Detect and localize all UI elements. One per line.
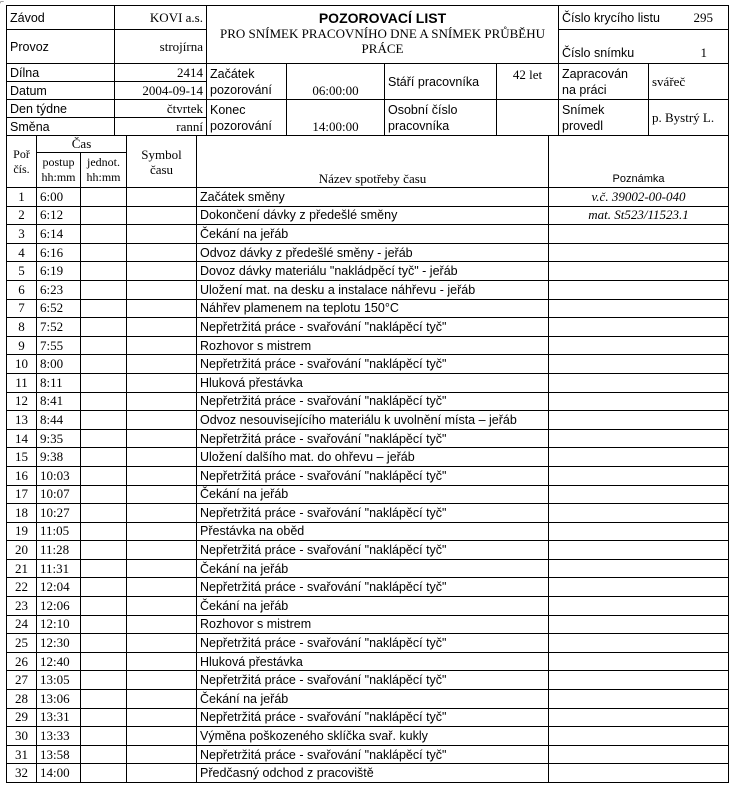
- table-row: [7, 652, 729, 671]
- zacatek-value: 06:00:00: [287, 64, 385, 100]
- table-row: [7, 225, 729, 244]
- row-time: 13:06: [37, 690, 81, 709]
- row-unit-time: [81, 188, 127, 207]
- row-note: [549, 504, 729, 523]
- row-symbol: [127, 541, 197, 560]
- corner-marker: ⌐: [0, 0, 4, 6]
- row-description: Čekání na jeřáb: [197, 485, 549, 504]
- table-row: [7, 411, 729, 430]
- row-description: Uložení mat. na desku a instalace náhřevu - jeřáb: [197, 280, 549, 299]
- table-row: [7, 299, 729, 318]
- table-row: [7, 243, 729, 262]
- zapracovan-value: svářeč: [649, 64, 729, 100]
- row-time: 11:05: [37, 522, 81, 541]
- dilna-label: Dílna: [7, 64, 115, 82]
- row-unit-time: [81, 206, 127, 225]
- table-row: [7, 764, 729, 783]
- table-row: [7, 188, 729, 207]
- table-row: [7, 745, 729, 764]
- row-time: 6:14: [37, 225, 81, 244]
- row-symbol: [127, 411, 197, 430]
- row-number: 22: [7, 578, 37, 597]
- dilna-value: 2414: [115, 64, 207, 82]
- row-number: 1: [7, 188, 37, 207]
- row-unit-time: [81, 745, 127, 764]
- row-description: Hluková přestávka: [197, 652, 549, 671]
- row-description: Nepřetržitá práce - svařování "naklápěcí tyč": [197, 541, 549, 560]
- row-description: Nepřetržitá práce - svařování "naklápěcí tyč": [197, 578, 549, 597]
- row-note: [549, 578, 729, 597]
- records-table: [6, 135, 729, 783]
- row-note: [549, 411, 729, 430]
- row-time: 6:12: [37, 206, 81, 225]
- row-time: 10:07: [37, 485, 81, 504]
- row-symbol: [127, 448, 197, 467]
- row-description: Čekání na jeřáb: [197, 690, 549, 709]
- row-symbol: [127, 559, 197, 578]
- zavod-value: KOVI a.s.: [115, 6, 207, 30]
- table-row: [7, 634, 729, 653]
- row-note: [549, 727, 729, 746]
- row-note: [549, 243, 729, 262]
- row-time: 7:55: [37, 336, 81, 355]
- row-note: [549, 466, 729, 485]
- row-time: 13:31: [37, 708, 81, 727]
- table-row: [7, 280, 729, 299]
- row-unit-time: [81, 318, 127, 337]
- row-description: Náhřev plamenem na teplotu 150°C: [197, 299, 549, 318]
- row-time: 11:31: [37, 559, 81, 578]
- datum-value: 2004-09-14: [115, 82, 207, 100]
- row-symbol: [127, 634, 197, 653]
- table-row: [7, 615, 729, 634]
- observation-sheet: [6, 5, 728, 800]
- row-number: 6: [7, 280, 37, 299]
- row-unit-time: [81, 392, 127, 411]
- header-table: [6, 5, 729, 64]
- table-row: [7, 559, 729, 578]
- table-row: [7, 690, 729, 709]
- row-number: 20: [7, 541, 37, 560]
- row-time: 9:38: [37, 448, 81, 467]
- row-time: 13:33: [37, 727, 81, 746]
- table-row: [7, 504, 729, 523]
- row-number: 17: [7, 485, 37, 504]
- row-description: Odvoz nesouvisejícího materiálu k uvolnění místa – jeřáb: [197, 411, 549, 430]
- row-note: [549, 318, 729, 337]
- row-symbol: [127, 280, 197, 299]
- row-symbol: [127, 745, 197, 764]
- col-nazev-header: Název spotřeby času: [197, 171, 549, 188]
- row-time: 8:41: [37, 392, 81, 411]
- row-description: Začátek směny: [197, 188, 549, 207]
- row-symbol: [127, 522, 197, 541]
- row-symbol: [127, 615, 197, 634]
- row-symbol: [127, 578, 197, 597]
- row-note: [549, 541, 729, 560]
- header-blank-right-2: [549, 153, 729, 171]
- row-description: Čekání na jeřáb: [197, 225, 549, 244]
- col-cas-header: Čas: [37, 136, 127, 153]
- row-unit-time: [81, 690, 127, 709]
- row-symbol: [127, 429, 197, 448]
- row-note: [549, 634, 729, 653]
- row-number: 21: [7, 559, 37, 578]
- row-symbol: [127, 764, 197, 783]
- row-time: 14:00: [37, 764, 81, 783]
- records-body: [7, 188, 729, 783]
- header-blank-right: [549, 136, 729, 153]
- row-number: 28: [7, 690, 37, 709]
- row-time: 9:35: [37, 429, 81, 448]
- row-description: Přestávka na oběd: [197, 522, 549, 541]
- row-symbol: [127, 671, 197, 690]
- row-note: [549, 429, 729, 448]
- row-number: 13: [7, 411, 37, 430]
- smena-value: ranní: [115, 118, 207, 136]
- stari-value: 42 let: [497, 64, 559, 100]
- row-description: Čekání na jeřáb: [197, 559, 549, 578]
- row-symbol: [127, 690, 197, 709]
- row-symbol: [127, 466, 197, 485]
- row-unit-time: [81, 448, 127, 467]
- row-note: [549, 225, 729, 244]
- row-unit-time: [81, 559, 127, 578]
- row-description: Nepřetržitá práce - svařování "naklápěcí tyč": [197, 392, 549, 411]
- row-number: 10: [7, 355, 37, 374]
- row-description: Nepřetržitá práce - svařování "naklápěcí tyč": [197, 745, 549, 764]
- row-symbol: [127, 485, 197, 504]
- row-description: Nepřetržitá práce - svařování "naklápěcí tyč": [197, 708, 549, 727]
- row-unit-time: [81, 727, 127, 746]
- row-number: 18: [7, 504, 37, 523]
- osobni-value: [497, 100, 559, 136]
- row-number: 19: [7, 522, 37, 541]
- page-title: POZOROVACÍ LIST: [318, 10, 447, 26]
- row-number: 32: [7, 764, 37, 783]
- row-time: 8:11: [37, 373, 81, 392]
- provedl-label: Snímek provedl: [559, 100, 649, 136]
- osobni-label: Osobní číslo pracovníka: [385, 100, 497, 136]
- zavod-label: Závod: [7, 6, 115, 30]
- kryci-value: 295: [693, 9, 714, 25]
- table-row: [7, 373, 729, 392]
- snimek-value: 1: [700, 45, 708, 60]
- row-symbol: [127, 225, 197, 244]
- row-description: Nepřetržitá práce - svařování "naklápěcí tyč": [197, 671, 549, 690]
- row-unit-time: [81, 764, 127, 783]
- table-row: [7, 578, 729, 597]
- table-row: [7, 466, 729, 485]
- provedl-value: p. Bystrý L.: [649, 100, 729, 136]
- row-number: 11: [7, 373, 37, 392]
- row-symbol: [127, 355, 197, 374]
- row-number: 15: [7, 448, 37, 467]
- row-symbol: [127, 299, 197, 318]
- row-symbol: [127, 206, 197, 225]
- row-time: 6:19: [37, 262, 81, 281]
- row-time: 11:28: [37, 541, 81, 560]
- row-number: 8: [7, 318, 37, 337]
- row-symbol: [127, 336, 197, 355]
- row-unit-time: [81, 578, 127, 597]
- row-number: 2: [7, 206, 37, 225]
- page-subtitle: PRO SNÍMEK PRACOVNÍHO DNE A SNÍMEK PRŮBĚHU PRÁCE: [219, 26, 546, 56]
- row-symbol: [127, 652, 197, 671]
- row-time: 13:05: [37, 671, 81, 690]
- table-row: [7, 262, 729, 281]
- info-table: [6, 63, 729, 136]
- row-description: Nepřetržitá práce - svařování "naklápěcí tyč": [197, 355, 549, 374]
- kryci-cell: [559, 6, 729, 30]
- provoz-value: strojírna: [115, 30, 207, 64]
- kryci-label: Číslo krycího listu: [562, 10, 660, 25]
- row-note: [549, 652, 729, 671]
- row-number: 14: [7, 429, 37, 448]
- konec-value: 14:00:00: [287, 100, 385, 136]
- row-description: Výměna poškozeného sklíčka svař. kukly: [197, 727, 549, 746]
- row-time: 13:58: [37, 745, 81, 764]
- row-number: 7: [7, 299, 37, 318]
- row-unit-time: [81, 299, 127, 318]
- row-description: Dokončení dávky z předešlé směny: [197, 206, 549, 225]
- table-row: [7, 708, 729, 727]
- row-note: [549, 262, 729, 281]
- row-number: 16: [7, 466, 37, 485]
- row-symbol: [127, 243, 197, 262]
- row-time: 12:10: [37, 615, 81, 634]
- row-description: Odvoz dávky z předešlé směny - jeřáb: [197, 243, 549, 262]
- row-note: [549, 615, 729, 634]
- table-row: [7, 597, 729, 616]
- row-note: [549, 745, 729, 764]
- snimek-label: Číslo snímku: [562, 46, 635, 60]
- row-symbol: [127, 504, 197, 523]
- row-number: 25: [7, 634, 37, 653]
- row-note: [549, 764, 729, 783]
- col-jednot-header: jednot. hh:mm: [81, 153, 127, 188]
- row-number: 29: [7, 708, 37, 727]
- row-unit-time: [81, 262, 127, 281]
- row-time: 12:06: [37, 597, 81, 616]
- row-description: Dovoz dávky materiálu "nakládpěcí tyč" - jeřáb: [197, 262, 549, 281]
- row-time: 8:00: [37, 355, 81, 374]
- row-unit-time: [81, 243, 127, 262]
- row-note: mat. St523/11523.1: [549, 206, 729, 225]
- row-number: 27: [7, 671, 37, 690]
- row-unit-time: [81, 597, 127, 616]
- table-row: [7, 522, 729, 541]
- row-unit-time: [81, 355, 127, 374]
- row-time: 10:03: [37, 466, 81, 485]
- row-note: [549, 336, 729, 355]
- row-unit-time: [81, 671, 127, 690]
- row-number: 23: [7, 597, 37, 616]
- row-unit-time: [81, 429, 127, 448]
- table-row: [7, 541, 729, 560]
- row-time: 10:27: [37, 504, 81, 523]
- header-blank: [197, 136, 549, 153]
- table-row: [7, 448, 729, 467]
- row-note: [549, 280, 729, 299]
- row-description: Nepřetržitá práce - svařování "naklápěcí tyč": [197, 429, 549, 448]
- table-row: [7, 206, 729, 225]
- row-time: 6:16: [37, 243, 81, 262]
- row-symbol: [127, 708, 197, 727]
- row-number: 12: [7, 392, 37, 411]
- row-symbol: [127, 318, 197, 337]
- row-note: [549, 597, 729, 616]
- row-unit-time: [81, 522, 127, 541]
- row-symbol: [127, 597, 197, 616]
- table-row: [7, 727, 729, 746]
- row-number: 9: [7, 336, 37, 355]
- row-symbol: [127, 188, 197, 207]
- row-unit-time: [81, 336, 127, 355]
- row-time: 6:52: [37, 299, 81, 318]
- row-description: Předčasný odchod z pracoviště: [197, 764, 549, 783]
- row-note: [549, 448, 729, 467]
- row-number: 30: [7, 727, 37, 746]
- row-description: Nepřetržitá práce - svařování "naklápěcí tyč": [197, 504, 549, 523]
- row-note: [549, 522, 729, 541]
- zacatek-label: Začátek pozorování: [207, 64, 287, 100]
- row-unit-time: [81, 615, 127, 634]
- den-value: čtvrtek: [115, 100, 207, 118]
- row-symbol: [127, 373, 197, 392]
- row-symbol: [127, 262, 197, 281]
- table-row: [7, 392, 729, 411]
- table-row: [7, 318, 729, 337]
- row-symbol: [127, 727, 197, 746]
- row-unit-time: [81, 485, 127, 504]
- row-unit-time: [81, 708, 127, 727]
- col-postup-header: postup hh:mm: [37, 153, 81, 188]
- row-unit-time: [81, 634, 127, 653]
- row-note: [549, 671, 729, 690]
- snimek-cell: [559, 30, 729, 64]
- row-symbol: [127, 392, 197, 411]
- row-unit-time: [81, 541, 127, 560]
- den-label: Den týdne: [7, 100, 115, 118]
- row-unit-time: [81, 373, 127, 392]
- row-time: 12:40: [37, 652, 81, 671]
- row-time: 12:30: [37, 634, 81, 653]
- row-time: 8:44: [37, 411, 81, 430]
- row-time: 12:04: [37, 578, 81, 597]
- row-description: Nepřetržitá práce - svařování "naklápěcí tyč": [197, 634, 549, 653]
- row-number: 24: [7, 615, 37, 634]
- row-number: 4: [7, 243, 37, 262]
- row-unit-time: [81, 411, 127, 430]
- table-row: [7, 671, 729, 690]
- header-blank-2: [197, 153, 549, 171]
- row-unit-time: [81, 466, 127, 485]
- datum-label: Datum: [7, 82, 115, 100]
- row-note: [549, 708, 729, 727]
- row-time: 7:52: [37, 318, 81, 337]
- row-note: [549, 485, 729, 504]
- row-note: [549, 559, 729, 578]
- table-row: [7, 485, 729, 504]
- stari-label: Stáří pracovníka: [385, 64, 497, 100]
- smena-label: Směna: [7, 118, 115, 136]
- zapracovan-label: Zapracován na práci: [559, 64, 649, 100]
- row-unit-time: [81, 652, 127, 671]
- row-note: [549, 690, 729, 709]
- row-number: 5: [7, 262, 37, 281]
- row-note: [549, 355, 729, 374]
- row-number: 26: [7, 652, 37, 671]
- row-unit-time: [81, 225, 127, 244]
- row-number: 3: [7, 225, 37, 244]
- title-cell: [207, 6, 559, 64]
- row-description: Rozhovor s mistrem: [197, 615, 549, 634]
- row-unit-time: [81, 280, 127, 299]
- row-note: [549, 299, 729, 318]
- table-row: [7, 355, 729, 374]
- table-row: [7, 429, 729, 448]
- row-description: Uložení dalšího mat. do ohřevu – jeřáb: [197, 448, 549, 467]
- provoz-label: Provoz: [7, 30, 115, 64]
- row-unit-time: [81, 504, 127, 523]
- col-por-header: Poř čís.: [7, 136, 37, 188]
- table-row: [7, 336, 729, 355]
- row-description: Nepřetržitá práce - svařování "naklápěcí tyč": [197, 318, 549, 337]
- row-description: Rozhovor s mistrem: [197, 336, 549, 355]
- row-number: 31: [7, 745, 37, 764]
- col-symbol-header: Symbol času: [127, 136, 197, 188]
- col-poznamka-header: Poznámka: [549, 171, 729, 188]
- row-time: 6:00: [37, 188, 81, 207]
- row-note: [549, 392, 729, 411]
- row-description: Čekání na jeřáb: [197, 597, 549, 616]
- row-description: Hluková přestávka: [197, 373, 549, 392]
- konec-label: Konec pozorování: [207, 100, 287, 136]
- row-note: [549, 373, 729, 392]
- row-note: v.č. 39002-00-040: [549, 188, 729, 207]
- row-time: 6:23: [37, 280, 81, 299]
- row-description: Nepřetržitá práce - svařování "naklápěcí tyč": [197, 466, 549, 485]
